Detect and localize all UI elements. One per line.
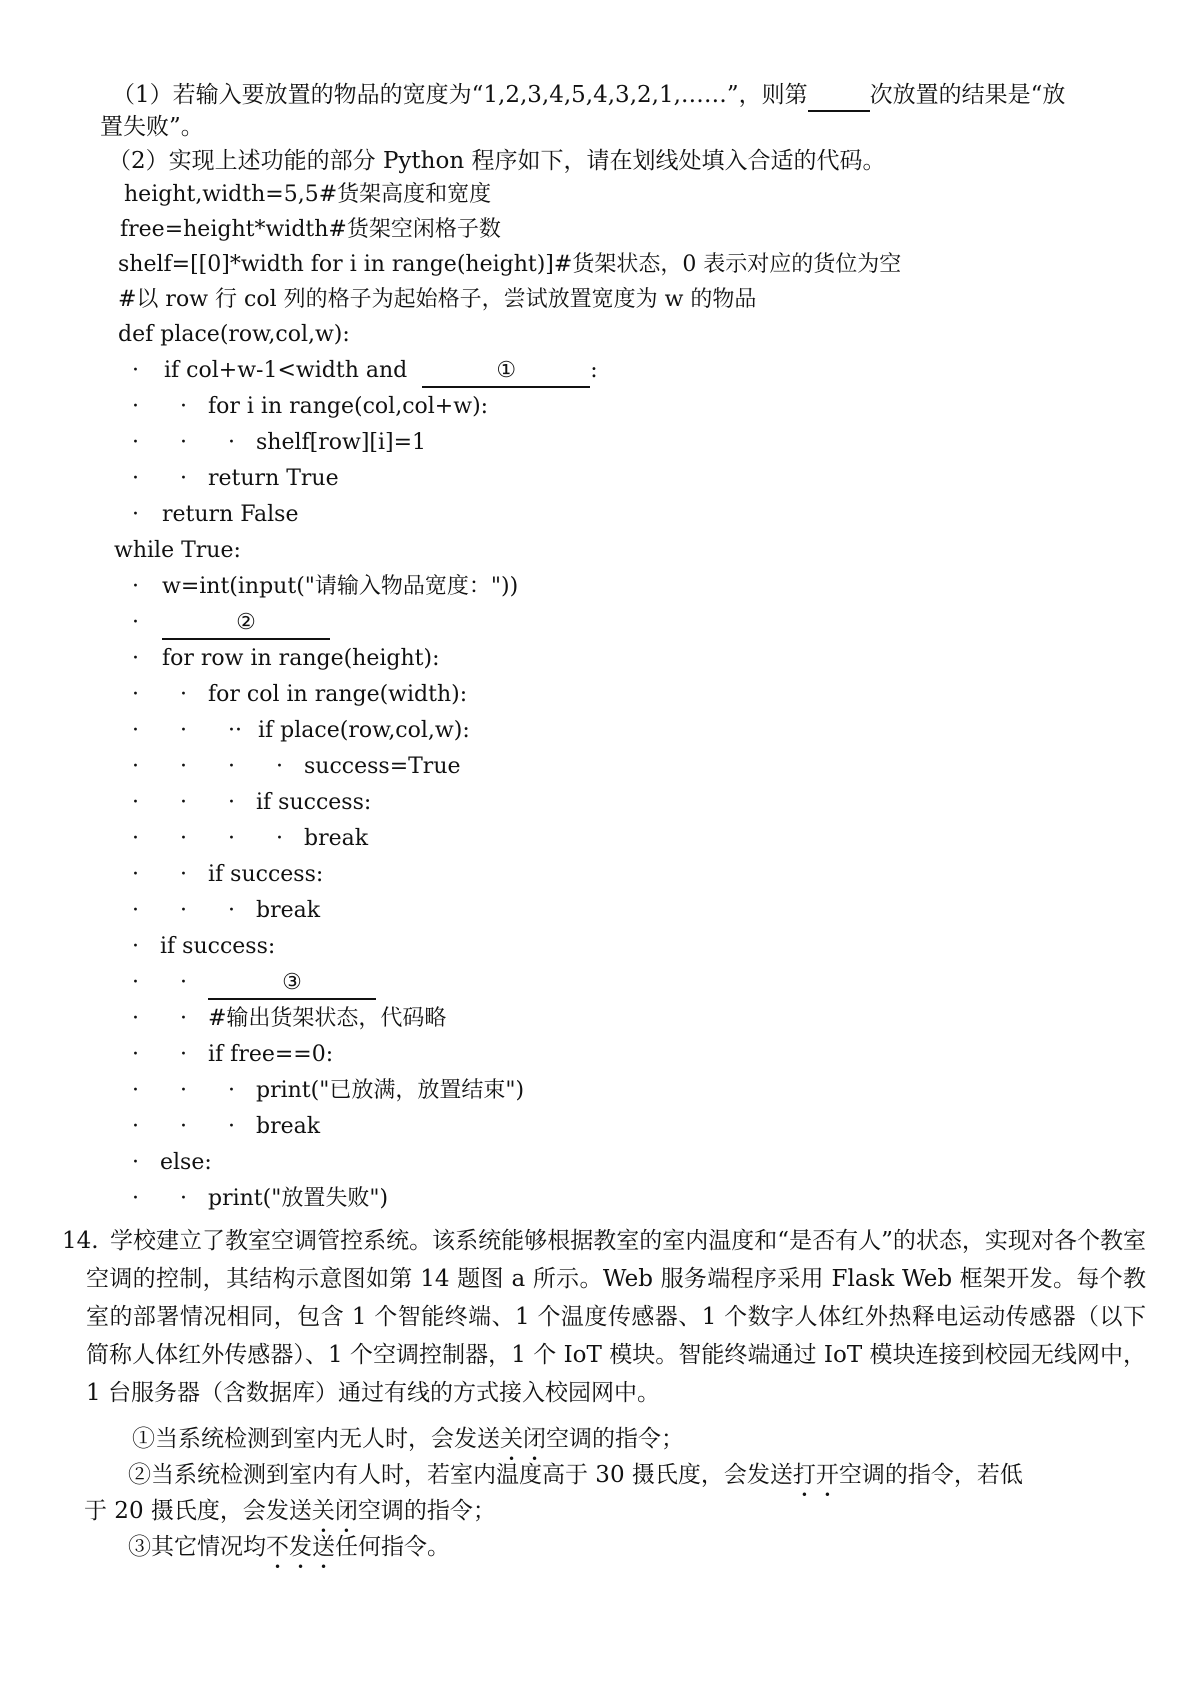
code-line-23 — [132, 968, 376, 1000]
indent-dot: · — [228, 430, 235, 455]
code-line-29 — [132, 1184, 388, 1214]
indent-dot: · — [132, 1186, 139, 1211]
code-blank-3[interactable]: ③ — [208, 968, 376, 1000]
code-line-13 — [132, 608, 330, 640]
code-line-21 — [132, 896, 320, 926]
code-line-5: def place(row,col,w): — [118, 322, 350, 347]
indent-dot: · — [132, 754, 139, 779]
q14-item-2-line-2-text: 于 20 摄氏度，会发送 — [84, 1498, 312, 1524]
code-line-16 — [132, 716, 470, 746]
indent-dot: · — [132, 502, 139, 527]
code-line-14 — [132, 644, 439, 674]
code-blank-2[interactable]: ② — [162, 608, 330, 640]
indent-dot: · — [180, 826, 187, 851]
code-line-17 — [132, 752, 461, 782]
code-line-1: height,width=5,5#货架高度和宽度 — [124, 182, 492, 207]
indent-dot: · — [132, 394, 139, 419]
code-text: w=int(input("请输入物品宽度：")) — [162, 574, 519, 599]
indent-dot: · — [180, 682, 187, 707]
code-line-25 — [132, 1040, 333, 1070]
q14-item-2-line-2-emphasis: 关闭 — [311, 1498, 358, 1524]
code-line-3: shelf=[[0]*width for i in range(height)]#货架状态，0 表示对应的货位为空 — [118, 252, 902, 277]
q14-item-2-text-end: 空调的指令，若低 — [838, 1462, 1023, 1488]
indent-dot: · — [132, 1078, 139, 1103]
q14-item-3-text: ③其它情况均 — [128, 1534, 266, 1560]
code-text: print("已放满，放置结束") — [256, 1078, 525, 1103]
code-text: if free==0: — [208, 1042, 334, 1067]
code-text: if success: — [160, 934, 276, 959]
indent-dot: · — [132, 826, 139, 851]
code-text: for i in range(col,col+w): — [208, 394, 489, 419]
indent-dot: · — [132, 1006, 139, 1031]
indent-dot: · — [180, 1078, 187, 1103]
code-text: if success: — [208, 862, 324, 887]
code-text: print("放置失败") — [208, 1186, 389, 1211]
code-line-2: free=height*width#货架空闲格子数 — [120, 217, 501, 242]
q14-number: 14. — [62, 1228, 99, 1254]
q14-item-2-text: ②当系统检测到室内有人时，若室内温度高于 30 摄氏度，会发送 — [128, 1462, 793, 1488]
indent-dot: · — [132, 898, 139, 923]
code-text: if col+w-1<width and — [164, 358, 408, 383]
code-text: success=True — [304, 754, 461, 779]
indent-dot: · — [132, 862, 139, 887]
indent-dot: · — [132, 1150, 139, 1175]
q1-answer-blank[interactable] — [808, 80, 870, 112]
code-text: return False — [162, 502, 299, 527]
indent-dot: · — [228, 790, 235, 815]
code-line-18 — [132, 788, 371, 818]
code-text: break — [304, 826, 369, 851]
indent-dot: · — [276, 826, 283, 851]
q14-item-1-emphasis: 关闭 — [500, 1426, 546, 1452]
indent-dot: · — [132, 1042, 139, 1067]
code-text: #输出货架状态，代码略 — [208, 1006, 447, 1031]
indent-dot: · — [180, 1186, 187, 1211]
indent-dot: ·· — [228, 718, 242, 743]
indent-dot: · — [228, 826, 235, 851]
indent-dot: · — [132, 574, 139, 599]
indent-dot: · — [180, 970, 187, 995]
code-blank-1[interactable]: ① — [422, 356, 590, 388]
indent-dot: · — [180, 1042, 187, 1067]
code-line-12 — [132, 572, 518, 602]
code-text: if place(row,col,w): — [258, 718, 470, 743]
indent-dot: · — [228, 1114, 235, 1139]
indent-dot: · — [132, 970, 139, 995]
indent-dot: · — [132, 718, 139, 743]
code-line-19 — [132, 824, 368, 854]
q1-line-1 — [112, 80, 1065, 112]
indent-dot: · — [132, 358, 139, 383]
indent-dot: · — [180, 466, 187, 491]
code-line-11: while True: — [114, 538, 241, 563]
indent-dot: · — [180, 1006, 187, 1031]
code-text: if success: — [256, 790, 372, 815]
code-text: shelf[row][i]=1 — [256, 430, 427, 455]
q14-item-2-line-2-text-end: 空调的指令； — [357, 1498, 496, 1524]
code-line-9 — [132, 464, 339, 494]
q2-intro: （2）实现上述功能的部分 Python 程序如下，请在划线处填入合适的代码。 — [108, 148, 886, 174]
code-line-26 — [132, 1076, 524, 1106]
q14-item-1-text-end: 空调的指令； — [546, 1426, 684, 1452]
indent-dot: · — [180, 394, 187, 419]
indent-dot: · — [132, 682, 139, 707]
indent-dot: · — [180, 430, 187, 455]
code-line-22 — [132, 932, 275, 962]
indent-dot: · — [180, 1114, 187, 1139]
indent-dot: · — [276, 754, 283, 779]
indent-dot: · — [228, 1078, 235, 1103]
q14-item-3 — [128, 1532, 450, 1574]
indent-dot: · — [132, 934, 139, 959]
code-line-8 — [132, 428, 426, 458]
code-text: for row in range(height): — [162, 646, 440, 671]
indent-dot: · — [228, 898, 235, 923]
code-line-10 — [132, 500, 298, 530]
indent-dot: · — [180, 754, 187, 779]
indent-dot: · — [132, 430, 139, 455]
code-text: for col in range(width): — [208, 682, 468, 707]
code-line-27 — [132, 1112, 320, 1142]
code-text: else: — [160, 1150, 212, 1175]
indent-dot: · — [132, 790, 139, 815]
q1-line-2: 置失败”。 — [100, 114, 204, 140]
code-line-4: #以 row 行 col 列的格子为起始格子，尝试放置宽度为 w 的物品 — [118, 287, 757, 312]
indent-dot: · — [180, 862, 187, 887]
code-text: return True — [208, 466, 339, 491]
code-line-24 — [132, 1004, 446, 1034]
code-line-28 — [132, 1148, 212, 1178]
q14-item-1-text: ①当系统检测到室内无人时，会发送 — [132, 1426, 500, 1452]
indent-dot: · — [132, 646, 139, 671]
code-line-7 — [132, 392, 488, 422]
indent-dot: · — [180, 718, 187, 743]
code-text: break — [256, 898, 321, 923]
q1-text-after: 次放置的结果是“放 — [869, 82, 1066, 108]
q14-item-3-emphasis: 不发送 — [266, 1534, 335, 1560]
q14-text: 学校建立了教室空调管控系统。该系统能够根据教室的室内温度和“是否有人”的状态，实现对各个教室空调的控制，其结构示意图如第 14 题图 a 所示。Web 服务端程序采用 Flask Web 框架开发。每个教室的部署情况相同，包含 1 个智能终端、1 个温度传感器、1 个数字人体红外热释电运动传感器（以下简称人体红外传感器）、1 个空调控制器，1 个 IoT 模块。智能终端通过 IoT 模块连接到校园无线网中，1 台服务器（含数据库）通过有线的方式接入校园网中。 — [86, 1228, 1146, 1406]
code-text: break — [256, 1114, 321, 1139]
q14-item-3-text-end: 任何指令。 — [335, 1534, 450, 1560]
q14-item-2-emphasis: 打开 — [792, 1462, 839, 1488]
q1-text-before: （1）若输入要放置的物品的宽度为“1,2,3,4,5,4,3,2,1,……”，则第 — [112, 82, 808, 108]
indent-dot: · — [132, 466, 139, 491]
indent-dot: · — [132, 1114, 139, 1139]
code-line-6 — [132, 356, 598, 388]
code-text: : — [590, 358, 598, 383]
indent-dot: · — [132, 610, 139, 635]
code-line-20 — [132, 860, 323, 890]
indent-dot: · — [180, 898, 187, 923]
code-line-15 — [132, 680, 467, 710]
indent-dot: · — [180, 790, 187, 815]
indent-dot: · — [228, 754, 235, 779]
